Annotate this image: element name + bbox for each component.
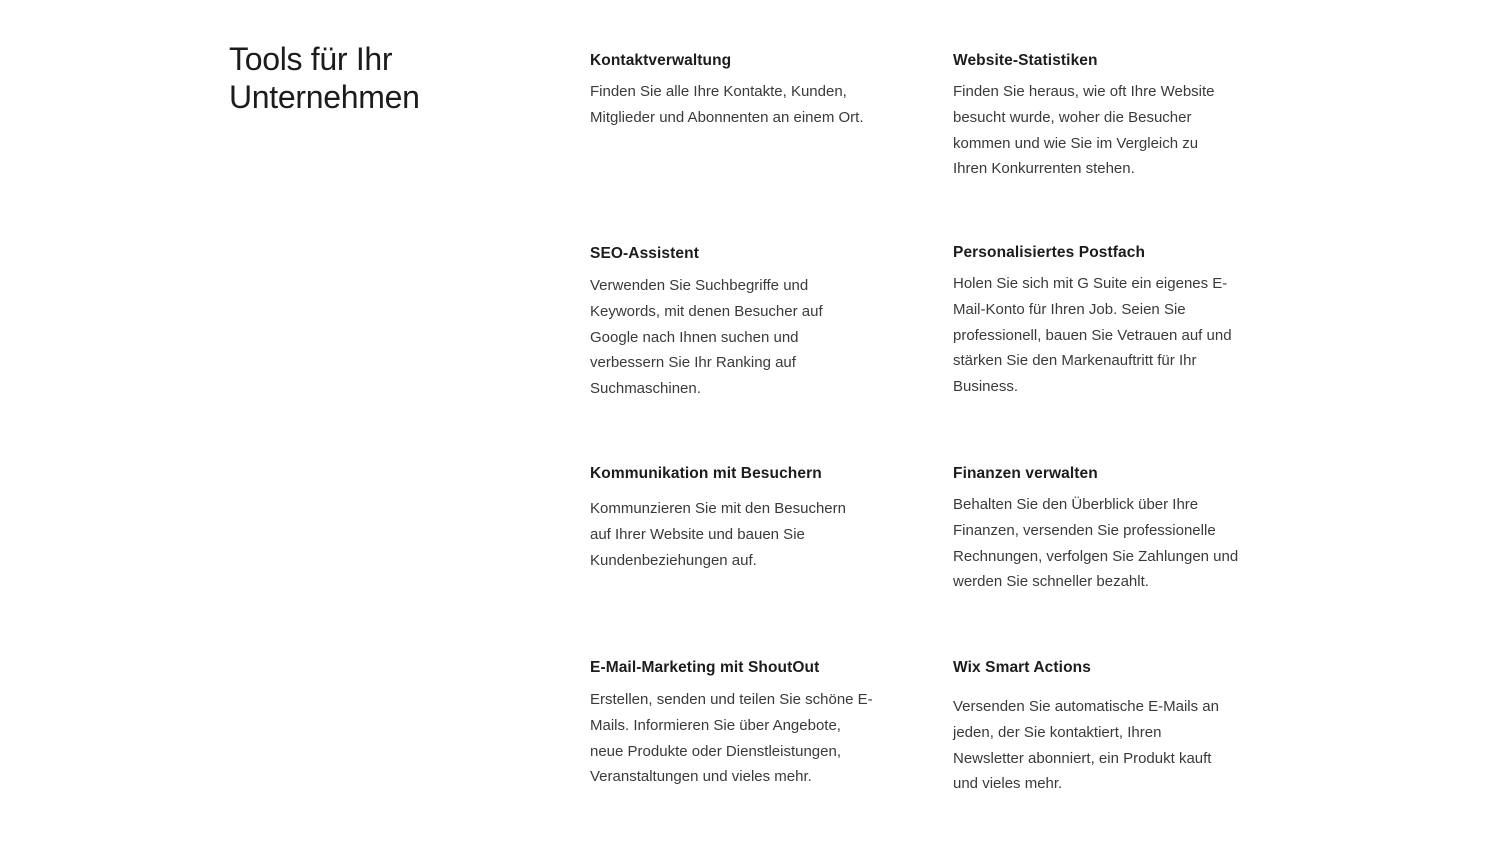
feature-title: E-Mail-Marketing mit ShoutOut (590, 659, 820, 676)
feature-visitor-communication (590, 464, 865, 573)
feature-title: Kommunikation mit Besuchern (590, 465, 822, 482)
feature-description: Erstellen, senden und teilen Sie schöne E-Mails. Informieren Sie über Angebote, neue Produkte oder Dienstleistungen, Veranstaltungen und vieles mehr. (590, 691, 873, 786)
feature-title: SEO-Assistent (590, 245, 699, 262)
feature-title: Kontaktverwaltung (590, 52, 732, 69)
feature-description: Behalten Sie den Überblick über Ihre Finanzen, versenden Sie professionelle Rechnungen, verfolgen Sie Zahlungen und werden Sie schneller bezahlt. (953, 496, 1239, 591)
feature-finance-management (953, 464, 1253, 595)
feature-title: Finanzen verwalten (953, 465, 1098, 482)
feature-description: Holen Sie sich mit G Suite ein eigenes E-Mail-Konto für Ihren Job. Seien Sie professionell, bauen Sie Vetrauen auf und stärken Sie den Markenauftritt für Ihr Business. (953, 275, 1232, 396)
feature-smart-actions (953, 658, 1233, 797)
feature-seo-assistant (590, 244, 850, 402)
feature-description: Finden Sie heraus, wie oft Ihre Website besucht wurde, woher die Besucher kommen und wie Sie im Vergleich zu Ihren Konkurrenten stehen. (953, 83, 1215, 178)
feature-website-statistics (953, 51, 1233, 182)
feature-description: Verwenden Sie Suchbegriffe und Keywords, mit denen Besucher auf Google nach Ihnen suchen und verbessern Sie Ihr Ranking auf Suchmaschinen. (590, 277, 823, 398)
feature-contact-management (590, 51, 885, 131)
section-title: Tools für Ihr Unternehmen (229, 41, 420, 115)
feature-personal-mailbox (953, 243, 1248, 400)
feature-email-marketing (590, 658, 875, 790)
feature-description: Finden Sie alle Ihre Kontakte, Kunden, Mitglieder und Abonnenten an einem Ort. (590, 83, 864, 126)
feature-title: Wix Smart Actions (953, 659, 1091, 676)
feature-description: Versenden Sie automatische E-Mails an jeden, der Sie kontaktiert, Ihren Newsletter abonniert, ein Produkt kauft und vieles mehr. (953, 698, 1219, 793)
feature-description: Kommunzieren Sie mit den Besuchern auf Ihrer Website und bauen Sie Kundenbeziehungen auf. (590, 500, 846, 569)
feature-title: Website-Statistiken (953, 52, 1098, 69)
feature-title: Personalisiertes Postfach (953, 244, 1146, 261)
